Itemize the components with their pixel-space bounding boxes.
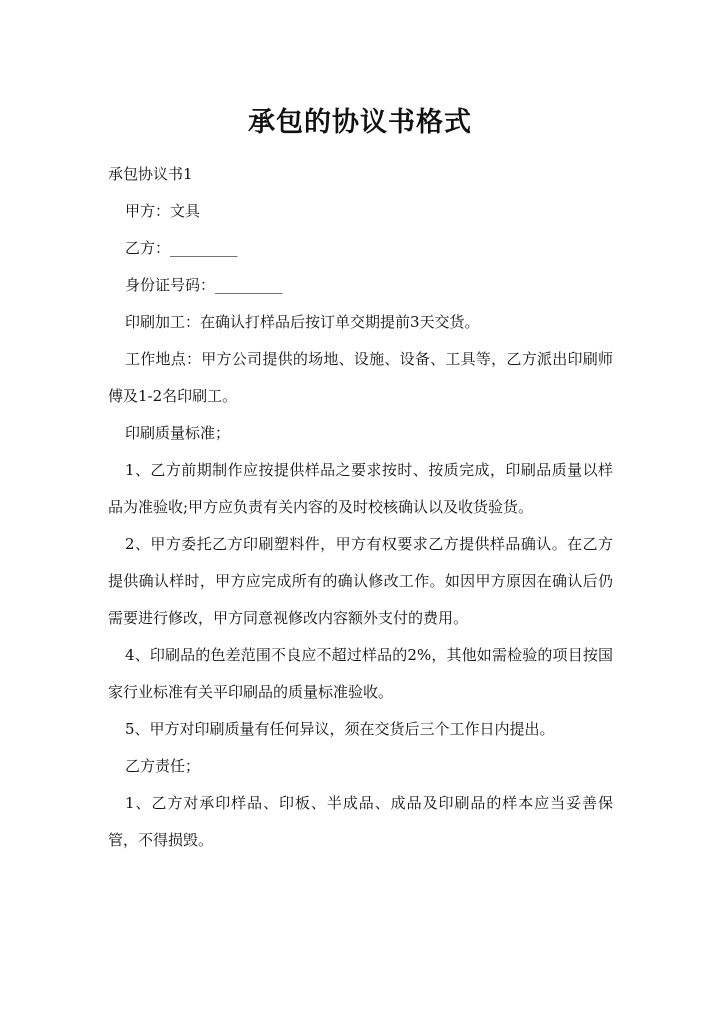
paragraph: 印刷质量标准； [125,424,231,442]
paragraph: 乙方责任； [125,757,201,775]
paragraph: 承包协议书1 [108,165,193,183]
paragraph: 1、乙方对承印样品、印板、半成品、成品及印刷品的样本应当妥善保管，不得损毁。 [108,794,613,849]
paragraph: 5、甲方对印刷质量有任何异议，须在交货后三个工作日内提出。 [125,720,555,738]
paragraph: 工作地点：甲方公司提供的场地、设施、设备、工具等，乙方派出印刷师傅及1-2名印刷工。 [108,350,613,405]
paragraph: 2、甲方委托乙方印刷塑料件，甲方有权要求乙方提供样品确认。在乙方提供确认样时，甲方应完成所有的确认修改工作。如因甲方原因在确认后仍需要进行修改，甲方同意视修改内容额外支付的费用。 [108,535,613,627]
paragraph: 乙方：_________ [125,239,238,257]
paragraph: 甲方：文具 [125,202,201,220]
document-title: 承包的协议书格式 [248,107,472,138]
paragraph: 1、乙方前期制作应按提供样品之要求按时、按质完成，印刷品质量以样品为准验收;甲方应负责有关内容的及时校核确认以及收货验货。 [108,461,613,516]
paragraph: 身份证号码：_________ [125,276,283,294]
document-body [108,156,613,859]
paragraph: 4、印刷品的色差范围不良应不超过样品的2%，其他如需检验的项目按国家行业标准有关平印刷品的质量标准验收。 [108,646,613,701]
paragraph: 印刷加工：在确认打样品后按订单交期提前3天交货。 [125,313,480,331]
